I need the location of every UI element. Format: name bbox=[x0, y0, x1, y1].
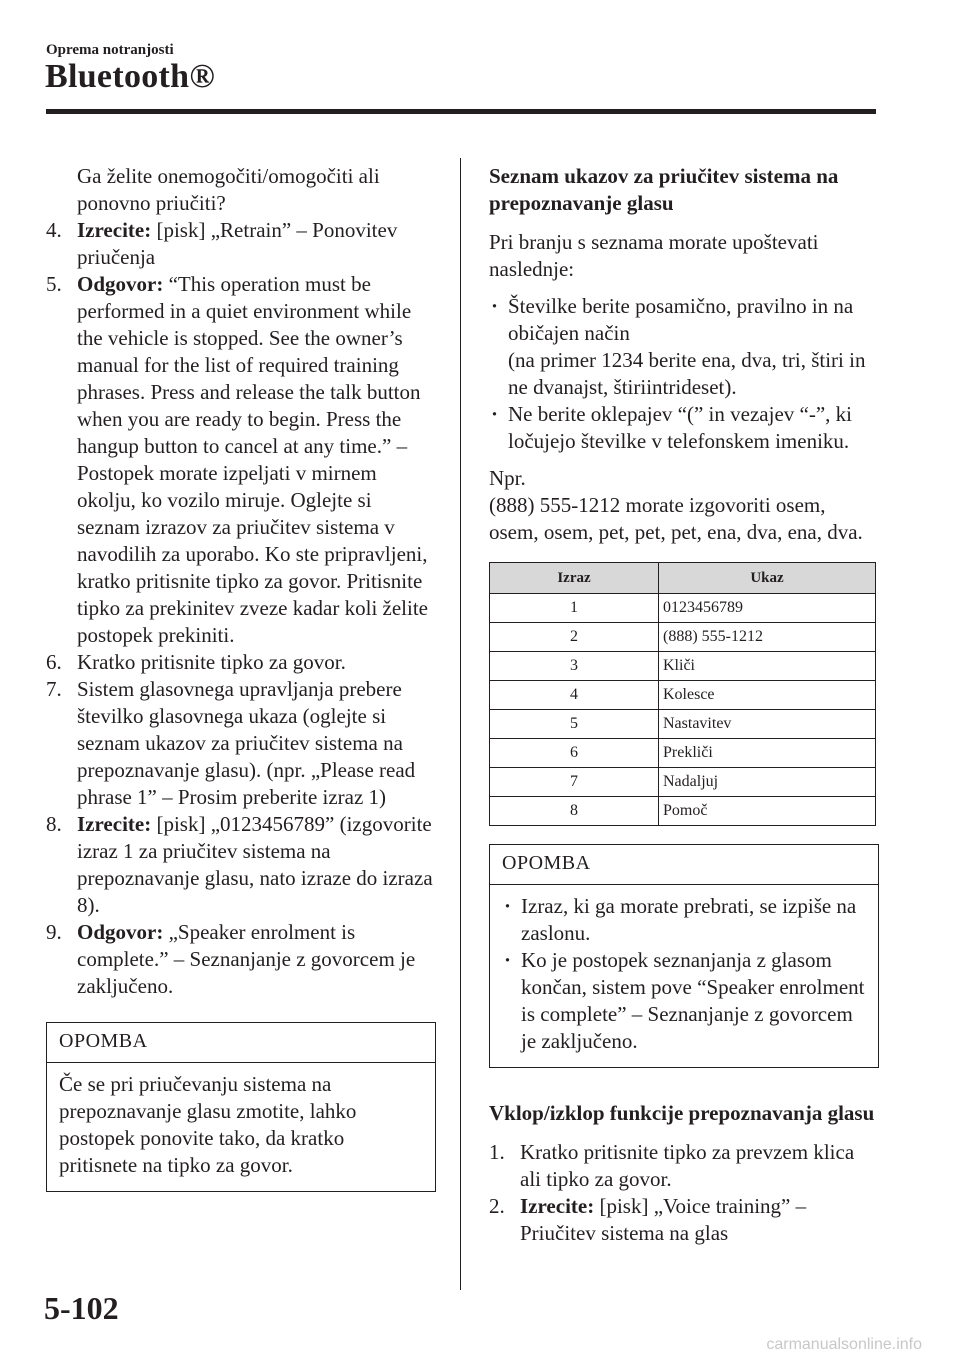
table-row bbox=[490, 594, 876, 623]
step-text: [pisk] „Retrain” – Ponovitev priučenja bbox=[77, 218, 398, 269]
column-divider bbox=[460, 158, 461, 1290]
table-row bbox=[490, 710, 876, 739]
table-row bbox=[490, 652, 876, 681]
bullet-item: · Izraz, ki ga morate prebrati, se izpiše na zaslonu. bbox=[502, 893, 866, 947]
step-label: Odgovor: bbox=[77, 920, 164, 944]
step-list bbox=[489, 1139, 879, 1247]
section-heading: Seznam ukazov za priučitev sistema na prepoznavanje glasu bbox=[489, 164, 839, 215]
bullet-list bbox=[489, 293, 879, 455]
command-cell: Pomoč bbox=[659, 797, 876, 826]
step-item bbox=[46, 676, 436, 811]
phrase-number-cell: 4 bbox=[490, 681, 659, 710]
step-number: 8. bbox=[46, 812, 62, 836]
table-row bbox=[490, 623, 876, 652]
note-box bbox=[46, 1022, 436, 1192]
intro-text: Pri branju s seznama morate upoštevati naslednje: bbox=[489, 230, 819, 281]
step-number: 1. bbox=[489, 1140, 505, 1164]
step-item bbox=[46, 919, 436, 1000]
intro-text: Ga želite onemogočiti/omogočiti ali ponovno priučiti? bbox=[77, 164, 380, 215]
step-number: 4. bbox=[46, 218, 62, 242]
phrase-number-cell: 3 bbox=[490, 652, 659, 681]
step-item bbox=[46, 649, 436, 676]
step-text: „Speaker enrolment is complete.” – Seznanjanje z govorcem je zaključeno. bbox=[77, 920, 416, 998]
phrase-number-cell: 5 bbox=[490, 710, 659, 739]
phrase-number-cell: 2 bbox=[490, 623, 659, 652]
step-label: Izrecite: bbox=[77, 218, 152, 242]
watermark: carmanualsonline.info bbox=[766, 1336, 922, 1353]
step-label: Izrecite: bbox=[520, 1194, 595, 1218]
step-text: Sistem glasovnega upravljanja prebere številko glasovnega ukaza (oglejte si seznam ukazov za priučitev sistema na prepoznavanje glasu). (npr. „Please read phrase 1” – Prosim preberite izraz 1) bbox=[77, 677, 416, 809]
step-number: 5. bbox=[46, 272, 62, 296]
note-box bbox=[489, 844, 879, 1068]
step-text: Kratko pritisnite tipko za prevzem klica ali tipko za govor. bbox=[520, 1140, 855, 1191]
note-title: OPOMBA bbox=[490, 845, 878, 885]
note-bullet-list bbox=[490, 885, 878, 1067]
step-number: 6. bbox=[46, 650, 62, 674]
table-header-row bbox=[490, 563, 876, 594]
command-cell: Nadaljuj bbox=[659, 768, 876, 797]
page-number: 5-102 bbox=[44, 1290, 119, 1326]
example-text: Npr. (888) 555-1212 morate izgovoriti osem, osem, osem, pet, pet, pet, ena, dva, ena, dva. bbox=[489, 466, 863, 544]
left-column bbox=[46, 163, 436, 1192]
command-cell: Kolesce bbox=[659, 681, 876, 710]
step-item bbox=[46, 271, 436, 649]
column-header-phrase: Izraz bbox=[490, 563, 659, 594]
note-title: OPOMBA bbox=[47, 1023, 435, 1063]
step-item bbox=[489, 1139, 879, 1193]
table-row bbox=[490, 739, 876, 768]
bullet-item: · Številke berite posamično, pravilno in na običajen način (na primer 1234 berite ena, dva, tri, štiri in ne dvanajst, štiriintrideset). bbox=[489, 293, 879, 401]
right-column bbox=[489, 163, 879, 1247]
step-label: Izrecite: bbox=[77, 812, 152, 836]
section-heading: Vklop/izklop funkcije prepoznavanja glasu bbox=[489, 1101, 875, 1125]
phrase-number-cell: 8 bbox=[490, 797, 659, 826]
column-header-command: Ukaz bbox=[659, 563, 876, 594]
step-label: Odgovor: bbox=[77, 272, 164, 296]
step-number: 9. bbox=[46, 920, 62, 944]
step-text: Kratko pritisnite tipko za govor. bbox=[77, 650, 346, 674]
step-text: [pisk] „0123456789” (izgovorite izraz 1 za priučitev sistema na prepoznavanje glasu, nato izraze do izraza 8). bbox=[77, 812, 433, 917]
step-number: 2. bbox=[489, 1194, 505, 1218]
step-item bbox=[46, 217, 436, 271]
phrase-number-cell: 6 bbox=[490, 739, 659, 768]
table-row bbox=[490, 681, 876, 710]
phrase-number-cell: 7 bbox=[490, 768, 659, 797]
command-cell: (888) 555-1212 bbox=[659, 623, 876, 652]
step-text: “This operation must be performed in a quiet environment while the vehicle is stopped. See the owner’s manual for the list of required training phrases. Press and release the talk button when you are ready to begin. Press the hangup button to cancel at any time.” – Postopek morate izpeljati v mirnem okolju, ko vozilo miruje. Oglejte si seznam izrazov za priučitev sistema v navodilih za uporabo. Ko ste pripravljeni, kratko pritisnite tipko za govor. Pritisnite tipko za prekinitev zveze kadar koli želite postopek prekiniti. bbox=[77, 272, 429, 647]
step-number: 7. bbox=[46, 677, 62, 701]
step-list bbox=[46, 217, 436, 1000]
step-item bbox=[489, 1193, 879, 1247]
bullet-item: · Ne berite oklepajev “(” in vezajev “-”, ki ločujejo številke v telefonskem imeniku. bbox=[489, 401, 879, 455]
command-table bbox=[489, 562, 876, 826]
table-row bbox=[490, 797, 876, 826]
step-item bbox=[46, 811, 436, 919]
command-cell: Nastavitev bbox=[659, 710, 876, 739]
step-text: [pisk] „Voice training” – Priučitev sistema na glas bbox=[520, 1194, 807, 1245]
bullet-item: · Ko je postopek seznanjanja z glasom končan, sistem pove “Speaker enrolment is complete” – Seznanjanje z govorcem je zaključeno. bbox=[502, 947, 866, 1055]
header-rule bbox=[46, 109, 876, 114]
command-cell: Kliči bbox=[659, 652, 876, 681]
phrase-number-cell: 1 bbox=[490, 594, 659, 623]
section-label: Oprema notranjosti bbox=[46, 42, 174, 58]
table-row bbox=[490, 768, 876, 797]
command-cell: 0123456789 bbox=[659, 594, 876, 623]
command-cell: Prekliči bbox=[659, 739, 876, 768]
note-text: Če se pri priučevanju sistema na prepoznavanje glasu zmotite, lahko postopek ponovite tako, da kratko pritisnete na tipko za govor. bbox=[59, 1072, 357, 1177]
page-title: Bluetooth® bbox=[45, 58, 216, 95]
